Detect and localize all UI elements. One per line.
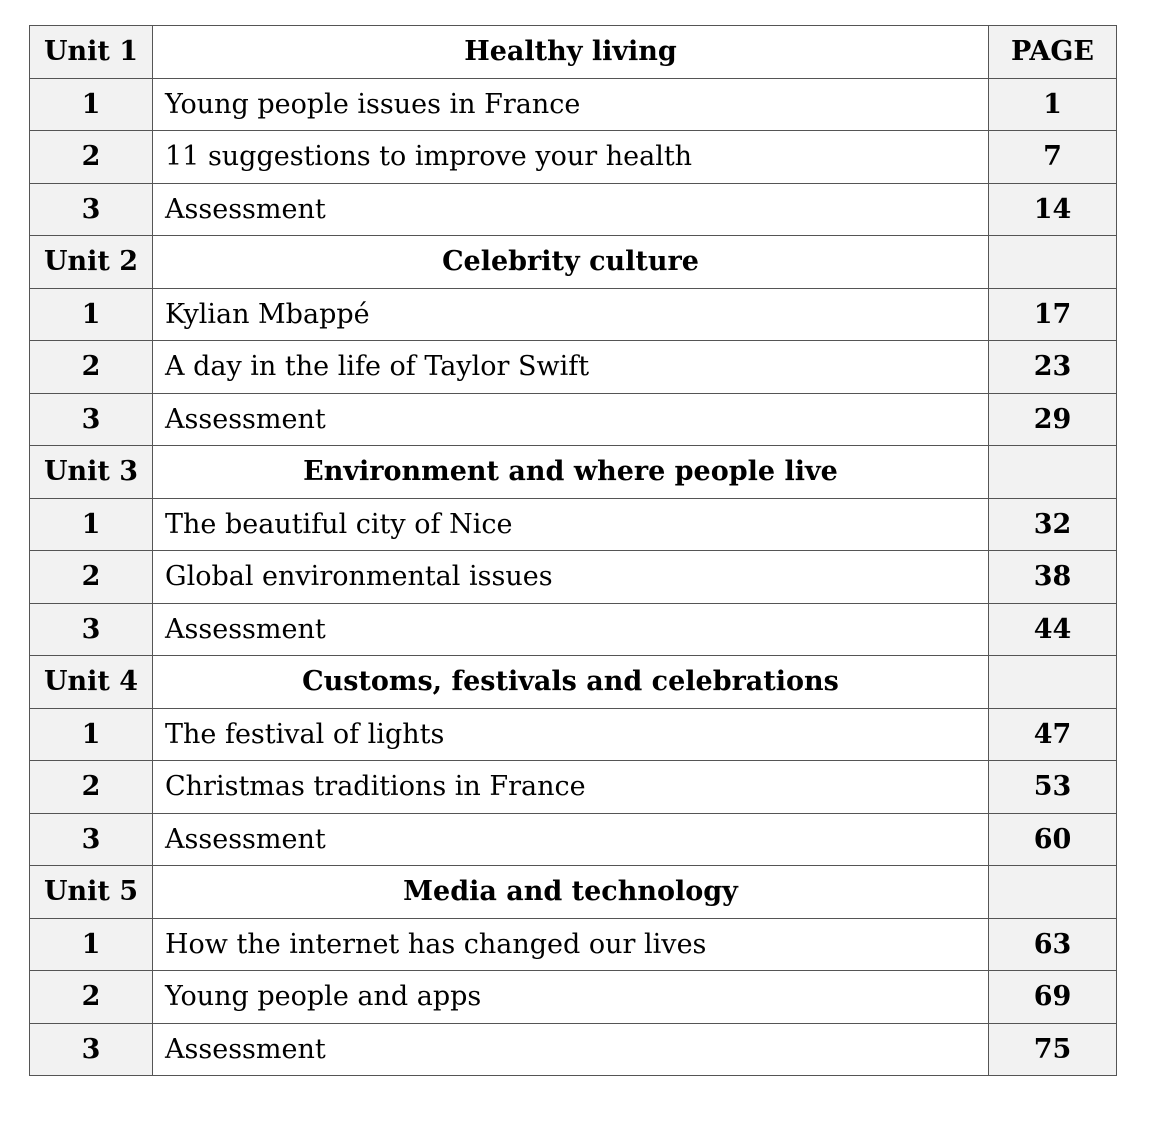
lesson-row — [30, 971, 1117, 1024]
lesson-title: Young people and apps — [153, 971, 989, 1024]
lesson-row — [30, 393, 1117, 446]
unit-label: Unit 1 — [30, 26, 153, 79]
lesson-number: 2 — [30, 341, 153, 394]
lesson-number: 1 — [30, 78, 153, 131]
unit-header-row — [30, 26, 1117, 79]
unit-title: Customs, festivals and celebrations — [153, 656, 989, 709]
lesson-row — [30, 1023, 1117, 1076]
unit-label: Unit 3 — [30, 446, 153, 499]
lesson-row — [30, 78, 1117, 131]
lesson-number: 2 — [30, 131, 153, 184]
unit-header-row — [30, 446, 1117, 499]
lesson-row — [30, 918, 1117, 971]
lesson-page: 7 — [989, 131, 1117, 184]
page-column-header: PAGE — [989, 26, 1117, 79]
lesson-row — [30, 761, 1117, 814]
lesson-page: 17 — [989, 288, 1117, 341]
lesson-row — [30, 708, 1117, 761]
unit-title: Media and technology — [153, 866, 989, 919]
lesson-page: 69 — [989, 971, 1117, 1024]
lesson-number: 2 — [30, 971, 153, 1024]
table-of-contents — [29, 25, 1117, 1076]
lesson-title: A day in the life of Taylor Swift — [153, 341, 989, 394]
lesson-page: 1 — [989, 78, 1117, 131]
lesson-row — [30, 183, 1117, 236]
lesson-title: Global environmental issues — [153, 551, 989, 604]
unit-header-row — [30, 656, 1117, 709]
lesson-title: How the internet has changed our lives — [153, 918, 989, 971]
lesson-title: Assessment — [153, 183, 989, 236]
lesson-number: 1 — [30, 498, 153, 551]
lesson-number: 2 — [30, 551, 153, 604]
unit-page-cell — [989, 656, 1117, 709]
lesson-page: 60 — [989, 813, 1117, 866]
unit-title: Environment and where people live — [153, 446, 989, 499]
unit-header-row — [30, 866, 1117, 919]
lesson-title: The festival of lights — [153, 708, 989, 761]
lesson-title: Young people issues in France — [153, 78, 989, 131]
lesson-page: 38 — [989, 551, 1117, 604]
lesson-page: 47 — [989, 708, 1117, 761]
lesson-title: The beautiful city of Nice — [153, 498, 989, 551]
lesson-number: 3 — [30, 393, 153, 446]
unit-page-cell — [989, 866, 1117, 919]
lesson-number: 3 — [30, 1023, 153, 1076]
lesson-row — [30, 498, 1117, 551]
unit-label: Unit 4 — [30, 656, 153, 709]
lesson-title: Assessment — [153, 393, 989, 446]
lesson-title: Assessment — [153, 813, 989, 866]
lesson-title: Christmas traditions in France — [153, 761, 989, 814]
lesson-title: Kylian Mbappé — [153, 288, 989, 341]
lesson-row — [30, 603, 1117, 656]
unit-page-cell — [989, 446, 1117, 499]
lesson-number: 3 — [30, 813, 153, 866]
lesson-title: Assessment — [153, 603, 989, 656]
lesson-title: Assessment — [153, 1023, 989, 1076]
lesson-row — [30, 813, 1117, 866]
lesson-row — [30, 131, 1117, 184]
lesson-row — [30, 551, 1117, 604]
lesson-number: 1 — [30, 288, 153, 341]
lesson-page: 29 — [989, 393, 1117, 446]
unit-label: Unit 5 — [30, 866, 153, 919]
unit-header-row — [30, 236, 1117, 289]
lesson-number: 2 — [30, 761, 153, 814]
lesson-number: 3 — [30, 183, 153, 236]
unit-title: Healthy living — [153, 26, 989, 79]
lesson-number: 1 — [30, 708, 153, 761]
toc-body — [30, 26, 1117, 1076]
lesson-page: 14 — [989, 183, 1117, 236]
unit-title: Celebrity culture — [153, 236, 989, 289]
lesson-page: 44 — [989, 603, 1117, 656]
lesson-row — [30, 341, 1117, 394]
lesson-number: 3 — [30, 603, 153, 656]
lesson-page: 53 — [989, 761, 1117, 814]
unit-page-cell — [989, 236, 1117, 289]
lesson-page: 63 — [989, 918, 1117, 971]
unit-label: Unit 2 — [30, 236, 153, 289]
lesson-page: 75 — [989, 1023, 1117, 1076]
lesson-title: 11 suggestions to improve your health — [153, 131, 989, 184]
lesson-row — [30, 288, 1117, 341]
lesson-page: 23 — [989, 341, 1117, 394]
lesson-page: 32 — [989, 498, 1117, 551]
lesson-number: 1 — [30, 918, 153, 971]
